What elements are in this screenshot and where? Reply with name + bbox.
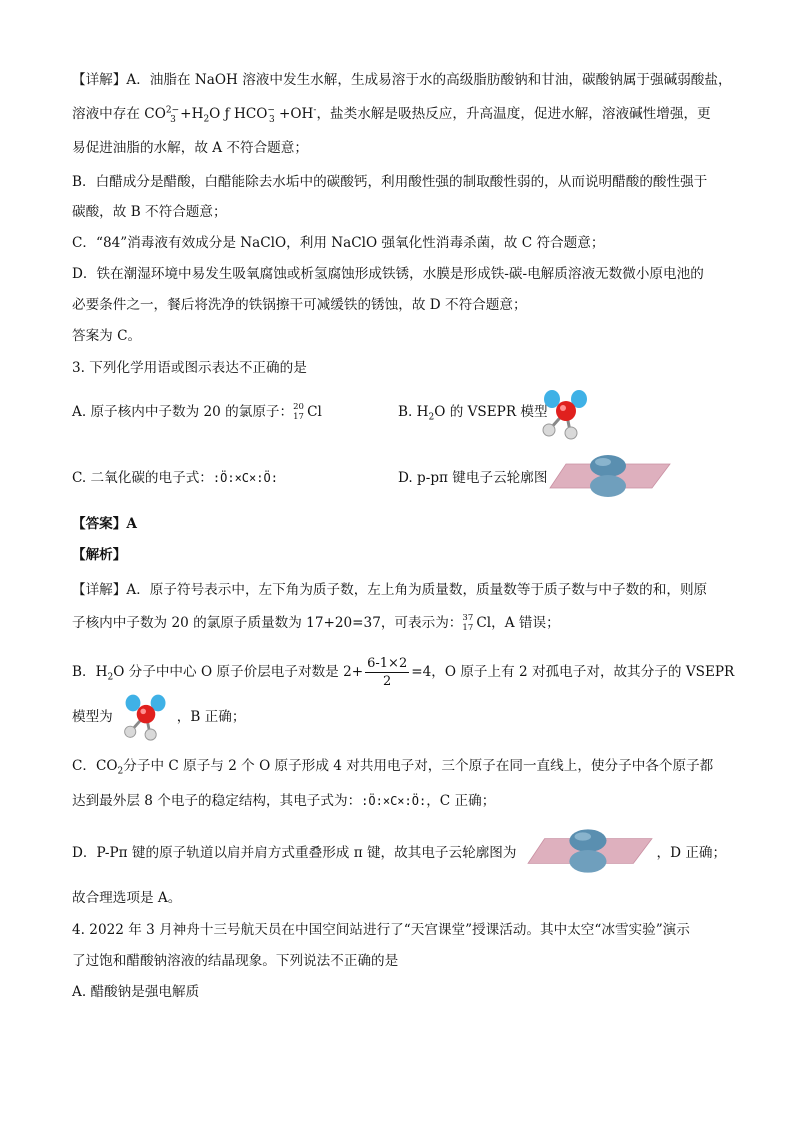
option-c: C. 二氧化碳的电子式：:Ö:×C×:Ö: [72,470,278,486]
question-3-stem: 3. 下列化学用语或图示表达不正确的是 [72,360,307,376]
text-line: 【详解】A．原子符号表示中，左下角为质子数，左上角为质量数，质量数等于质子数与中子数的和，则原 [72,582,708,598]
orbital-lobe-upper [590,455,626,477]
option-b: B. $H_2O$ 的 VSEPR 模型 [398,404,548,423]
pi-bond-cloud-figure [548,452,672,500]
hydrogen-atom [543,424,555,436]
text-line: 易促进油脂的水解，故 A 不符合题意； [72,140,308,156]
text-line: D．P-Pπ 键的原子轨道以肩并肩方式重叠形成 π 键，故其电子云轮廓图为 ，D 正确； [72,845,727,861]
option-d: D. p-pπ 键电子云轮廓图 [398,470,548,486]
fraction: $\frac{6-1\times 2}{2}$ [367,656,408,689]
text-line: B．$H_2O$ 分子中中心 O 原子价层电子对数是 2+ $\frac{6-1\times 2}{2}$ =4，O 原子上有 2 对孤电子对，故其分子的 VSEPR [72,656,735,689]
co2-lewis-structure: :Ö:×C×:Ö: [212,471,278,485]
text-line: 答案为 C。 [72,328,142,344]
text-line: 【详解】A．油脂在 NaOH 溶液中发生水解，生成易溶于水的高级脂肪酸钠和甘油，碳酸钠属于强碱弱酸盐， [72,72,732,88]
text-line: 碳酸，故 B 不符合题意； [72,204,227,220]
text-line: B．白醋成分是醋酸，白醋能除去水垢中的碳酸钙，利用酸性强的制取酸性弱的，从而说明醋酸的酸性强于 [72,174,708,190]
vsepr-model-inline-figure [118,690,174,742]
text-line: 达到最外层 8 个电子的稳定结构，其电子式为：:Ö:×C×:Ö:，C 正确； [72,793,496,809]
pi-bond-cloud-inline-figure [526,826,654,876]
question-4-stem: 了过饱和醋酸钠溶液的结晶现象。下列说法不正确的是 [72,953,399,969]
co2-lewis-structure: :Ö:×C×:Ö: [361,794,427,808]
text-line: 溶液中存在 $CO^{2-}_3 +H_2O$ ƒ $HCO^-_3 +OH^-$，盐类水解是吸热反应，升高温度，促进水解，溶液碱性增强，更 [72,105,711,125]
text-line: 模型为 ，B 正确； [72,709,246,725]
text-line: D．铁在潮湿环境中易发生吸氧腐蚀或析氢腐蚀形成铁锈，水膜是形成铁-碳-电解质溶液无数微小原电池的 [72,266,704,282]
lone-pair-lobe [544,390,560,408]
question-4-stem: 4. 2022 年 3 月神舟十三号航天员在中国空间站进行了“天宫课堂”授课活动。其中太空“冰雪实验”演示 [72,922,690,938]
text-line: C．$CO_2$分子中 C 原子与 2 个 O 原子形成 4 对共用电子对，三个原子在同一直线上，使分子中各个原子都 [72,758,714,777]
text-line: C．“84”消毒液有效成分是 NaClO，利用 NaClO 强氧化性消毒杀菌，故 C 符合题意； [72,235,605,251]
text-line: 故合理选项是 A。 [72,890,182,906]
oxygen-atom [556,401,576,421]
orbital-lobe-lower [590,475,626,497]
option-a: A. 原子核内中子数为 20 的氯原子： 20 17 Cl [72,401,322,422]
question-4-option-a: A. 醋酸钠是强电解质 [72,984,200,1000]
analysis-label: 【解析】 [72,547,127,563]
answer-label: 【答案】A [72,516,137,532]
vsepr-model-figure [536,385,596,441]
hydrogen-atom [565,427,577,439]
text-line: 必要条件之一，餐后将洗净的铁锅擦干可减缓铁的锈蚀，故 D 不符合题意； [72,297,527,313]
text-line: 子核内中子数为 20 的氯原子质量数为 17+20=37，可表示为： 37 17 Cl，A 错误； [72,612,560,633]
